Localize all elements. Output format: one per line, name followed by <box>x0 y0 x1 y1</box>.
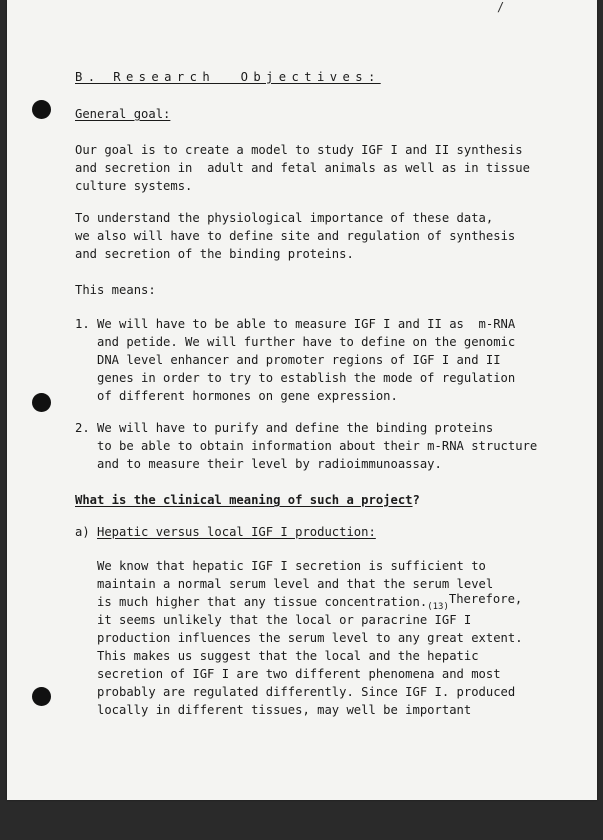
hepatic-line: probably are regulated differently. Since IGF I. produced <box>97 685 516 699</box>
item1-line: DNA level enhancer and promoter regions of IGF I and II <box>97 353 501 367</box>
clinical-heading-text: What is the clinical meaning of such a project <box>75 493 413 507</box>
goal-line: Our goal is to create a model to study IGF I and II synthesis <box>75 143 523 157</box>
item-number: 2. <box>75 421 90 435</box>
hepatic-text: is much higher that any tissue concentration. <box>97 595 428 609</box>
hepatic-line: We know that hepatic IGF I secretion is sufficient to <box>97 559 486 573</box>
hepatic-line: This makes us suggest that the local and the hepatic <box>97 649 479 663</box>
understand-line: we also will have to define site and regulation of synthesis <box>75 229 516 243</box>
item1-line: of different hormones on gene expression. <box>97 389 398 403</box>
goal-line: culture systems. <box>75 179 193 193</box>
hepatic-text: Therefore, <box>448 592 523 606</box>
this-means-label: This means: <box>75 283 156 297</box>
clinical-heading-mark: ? <box>412 493 420 507</box>
hepatic-line: secretion of IGF I are two different phenomena and most <box>97 667 501 681</box>
item2-line: to be able to obtain information about their m-RNA structure <box>97 439 538 453</box>
general-goal-heading: General goal: <box>75 107 171 121</box>
section-heading: B. Research Objectives: <box>75 70 381 84</box>
hepatic-line: locally in different tissues, may well be important <box>97 703 472 717</box>
hepatic-line: it seems unlikely that the local or paracrine IGF I <box>97 613 472 627</box>
hepatic-line: production influences the serum level to any great extent. <box>97 631 523 645</box>
understand-line: To understand the physiological importance of these data, <box>75 211 494 225</box>
item-number: 1. <box>75 317 90 331</box>
subsection-heading: Hepatic versus local IGF I production: <box>97 525 376 539</box>
item1-line: We will have to be able to measure IGF I and II as m-RNA <box>97 317 516 331</box>
document-text <box>7 0 538 840</box>
citation-ref: (13) <box>427 602 449 612</box>
hepatic-line: maintain a normal serum level and that the serum level <box>97 577 494 591</box>
understand-line: and secretion of the binding proteins. <box>75 247 354 261</box>
document-page <box>7 0 597 800</box>
goal-line: and secretion in adult and fetal animals as well as in tissue <box>75 161 530 175</box>
item2-line: We will have to purify and define the binding proteins <box>97 421 494 435</box>
clinical-heading <box>75 490 420 510</box>
subsection-marker: a) <box>75 525 90 539</box>
item1-line: genes in order to try to establish the mode of regulation <box>97 371 516 385</box>
page-mark: / <box>497 0 505 14</box>
item2-line: and to measure their level by radioimmunoassay. <box>97 457 442 471</box>
item1-line: and petide. We will further have to define on the genomic <box>97 335 516 349</box>
